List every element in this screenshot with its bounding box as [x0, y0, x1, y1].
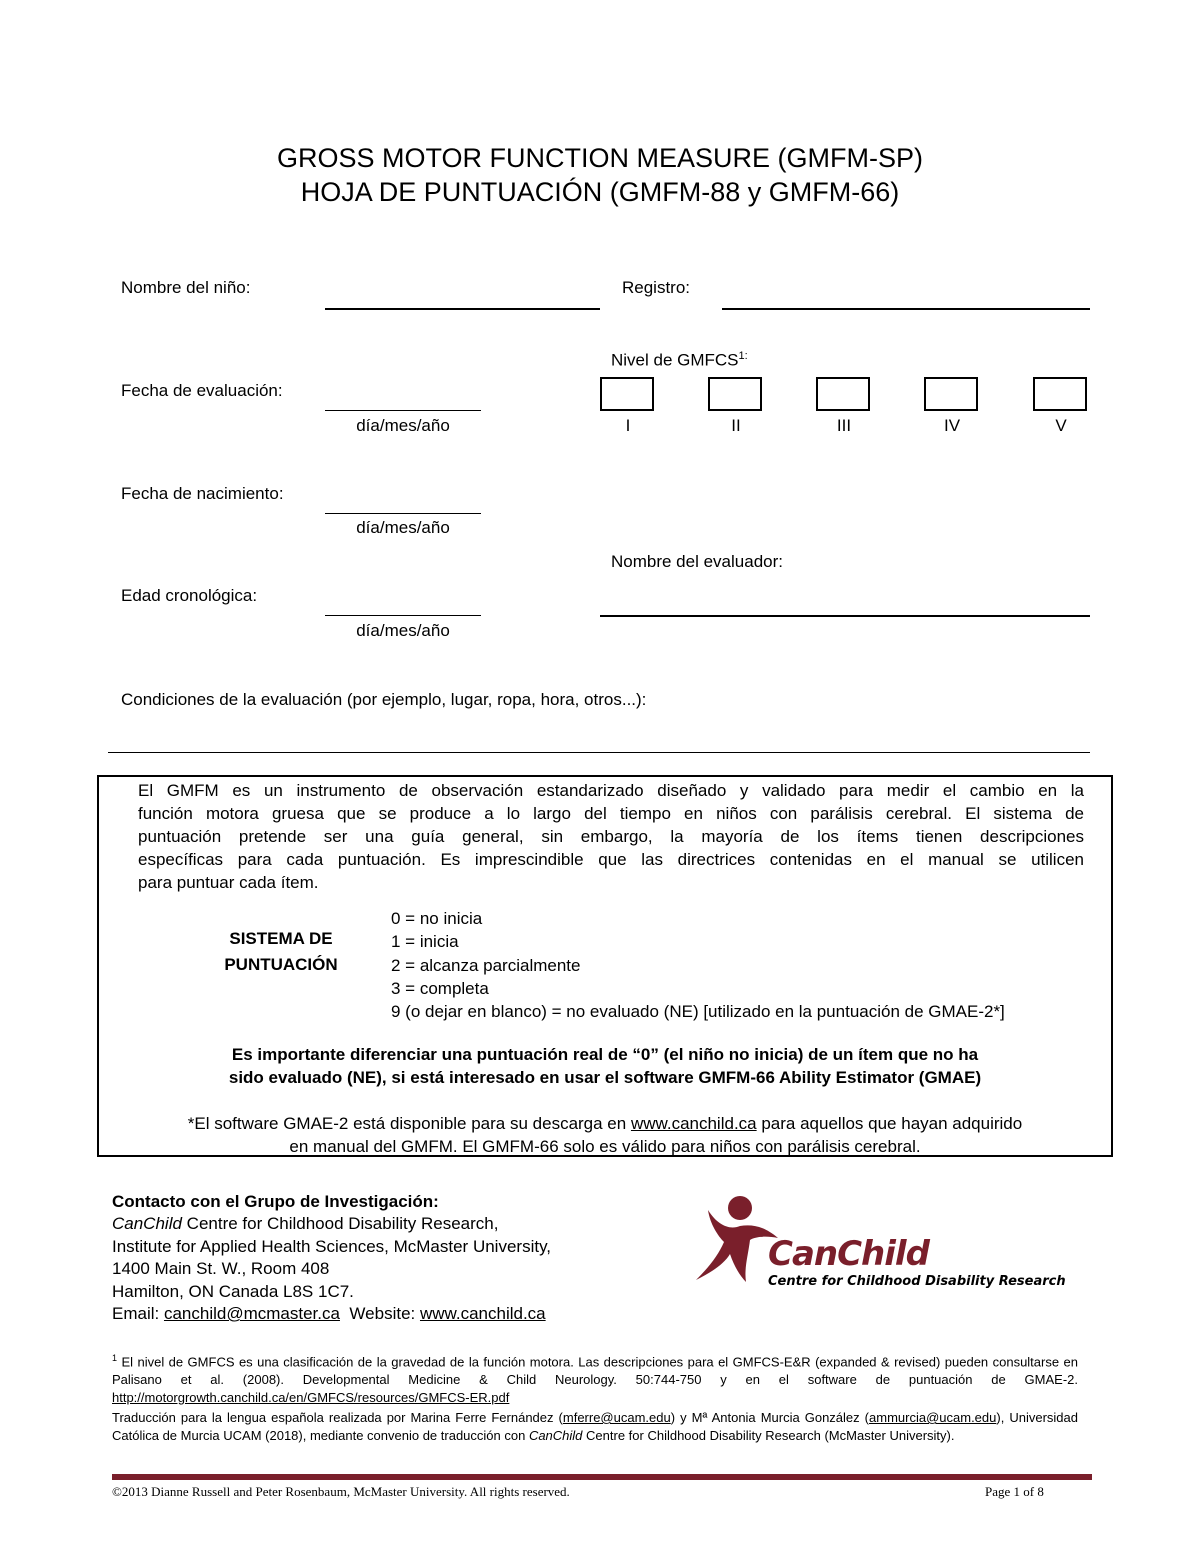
gmfcs-checkbox-ii[interactable]: [708, 377, 762, 411]
gmfcs-level-i: I: [625, 416, 631, 435]
website-label: Website:: [339, 1304, 420, 1323]
email-label: Email:: [112, 1304, 164, 1323]
birth-date-format: día/mes/año: [356, 518, 450, 537]
eval-date-format: día/mes/año: [356, 416, 450, 435]
footnote-marker: 1: [112, 1353, 118, 1363]
contact-org-rest: Centre for Childhood Disability Research,: [181, 1214, 499, 1233]
translation-italic: CanChild: [528, 1428, 583, 1443]
info-line-2: función motora gruesa que se produce a lo largo del tiempo en niños con parálisis cerebral. El sistema de: [138, 804, 1084, 823]
important-line-1: Es importante diferenciar una puntuación real de “0” (el niño no inicia) de un ítem que no ha: [231, 1045, 979, 1064]
child-name-label: Nombre del niño:: [121, 278, 251, 297]
gmfcs-level-v: V: [1055, 416, 1067, 435]
translation-text-3: ), Universidad Católica de Murcia UCAM (2018), mediante convenio de traducción con: [112, 1410, 1078, 1443]
footer-divider: [112, 1474, 1092, 1480]
canchild-logo: [690, 1196, 1066, 1306]
info-line-4: específicas para cada puntuación. Es imprescindible que las directrices contenidas en el manual se utilicen: [138, 850, 1084, 869]
page-title: GROSS MOTOR FUNCTION MEASURE (GMFM-SP): [277, 143, 923, 173]
info-line-5: para puntuar cada ítem.: [138, 873, 319, 892]
translator-email-1[interactable]: mferre@ucam.edu: [562, 1410, 671, 1425]
translation-text-2: ) y Mª Antonia Murcia González (: [670, 1410, 870, 1425]
contact-org-italic: CanChild: [112, 1214, 182, 1233]
score-2: 2 = alcanza parcialmente: [391, 956, 581, 975]
gmfcs-level-iv: IV: [943, 416, 961, 435]
software-text-post: para aquellos que hayan adquirido: [756, 1114, 1023, 1133]
footer-copyright: ©2013 Dianne Russell and Peter Rosenbaum, McMaster University. All rights reserved.: [112, 1484, 570, 1499]
score-0: 0 = no inicia: [391, 909, 483, 928]
email-link[interactable]: canchild@mcmaster.ca: [163, 1304, 340, 1323]
score-9: 9 (o dejar en blanco) = no evaluado (NE) [utilizado en la puntuación de GMAE-2*]: [391, 1002, 1005, 1021]
eval-date-field[interactable]: [325, 410, 481, 411]
conditions-label: Condiciones de la evaluación (por ejemplo, lugar, ropa, hora, otros...):: [121, 690, 647, 709]
translation-text-4: Centre for Childhood Disability Research (McMaster University).: [582, 1428, 955, 1443]
scoring-title-2: PUNTUACIÓN: [224, 955, 338, 974]
translator-email-2[interactable]: ammurcia@ucam.edu: [869, 1410, 997, 1425]
software-text-pre: *El software GMAE-2 está disponible para su descarga en: [187, 1114, 631, 1133]
footnote-link[interactable]: http://motorgrowth.canchild.ca/en/GMFCS/resources/GMFCS-ER.pdf: [112, 1390, 510, 1406]
gmfcs-level-iii: III: [836, 416, 852, 435]
footnote-text: El nivel de GMFCS es una clasificación de la gravedad de la función motora. Las descripciones para el GMFCS-E&R (expanded & revised) pueden consultarse en Palisano et al. (2008). Developmental Medicine & Child Neurology. 50:744-750 y en el software de puntuación de GMAE-2.: [112, 1354, 1078, 1388]
logo-name: CanChild: [768, 1234, 929, 1274]
gmfcs-checkbox-iv[interactable]: [924, 377, 978, 411]
eval-date-label: Fecha de evaluación:: [121, 381, 283, 400]
scoring-title-1: SISTEMA DE: [229, 929, 333, 948]
score-3: 3 = completa: [391, 979, 489, 998]
info-line-1: El GMFM es un instrumento de observación estandarizado diseñado y validado para medir el cambio en la: [138, 781, 1084, 800]
gmfcs-checkbox-iii[interactable]: [816, 377, 870, 411]
gmfcs-level-ii: II: [731, 416, 741, 435]
gmfcs-footnote: [112, 1349, 1078, 1407]
contact-email-line: [112, 1303, 546, 1325]
age-label: Edad cronológica:: [121, 586, 258, 605]
info-line-3: puntuación pretende ser una guía general, sin embargo, la mayoría de los ítems tienen descripciones: [138, 827, 1084, 846]
software-link[interactable]: www.canchild.ca: [630, 1114, 757, 1133]
birth-date-field[interactable]: [325, 513, 481, 514]
page-subtitle: HOJA DE PUNTUACIÓN (GMFM-88 y GMFM-66): [300, 177, 900, 207]
score-1: 1 = inicia: [391, 932, 459, 951]
contact-line-2: Institute for Applied Health Sciences, McMaster University,: [112, 1237, 552, 1256]
translation-credits: [112, 1409, 1078, 1445]
important-line-2: sido evaluado (NE), si está interesado en usar el software GMFM-66 Ability Estimator (GMAE): [228, 1068, 982, 1087]
age-field[interactable]: [325, 615, 481, 616]
contact-org: [112, 1213, 498, 1235]
gmfcs-label-text: Nivel de GMFCS: [611, 350, 739, 370]
record-field[interactable]: [722, 308, 1090, 310]
evaluator-label: Nombre del evaluador:: [611, 552, 783, 571]
gmfcs-checkbox-i[interactable]: [600, 377, 654, 411]
evaluator-field[interactable]: [600, 615, 1090, 617]
gmfcs-footnote-marker: 1:: [738, 350, 748, 362]
contact-line-3: 1400 Main St. W., Room 408: [112, 1259, 330, 1278]
translation-text-1: Traducción para la lengua española realizada por Marina Ferre Fernández (: [112, 1410, 563, 1425]
software-line-2: en manual del GMFM. El GMFM-66 solo es válido para niños con parálisis cerebral.: [289, 1137, 921, 1156]
logo-tagline: Centre for Childhood Disability Research: [768, 1274, 1066, 1289]
birth-date-label: Fecha de nacimiento:: [121, 484, 284, 503]
age-format: día/mes/año: [356, 621, 450, 640]
contact-line-4: Hamilton, ON Canada L8S 1C7.: [112, 1282, 354, 1301]
child-name-field[interactable]: [325, 308, 600, 310]
gmfcs-label: [611, 350, 748, 371]
gmfcs-checkbox-v[interactable]: [1033, 377, 1087, 411]
contact-heading: Contacto con el Grupo de Investigación:: [112, 1192, 439, 1211]
footer-page-number: Page 1 of 8: [985, 1484, 1044, 1499]
record-label: Registro:: [622, 278, 691, 297]
website-link[interactable]: www.canchild.ca: [419, 1304, 546, 1323]
software-line-1: [97, 1112, 1113, 1135]
conditions-field[interactable]: [108, 752, 1090, 753]
